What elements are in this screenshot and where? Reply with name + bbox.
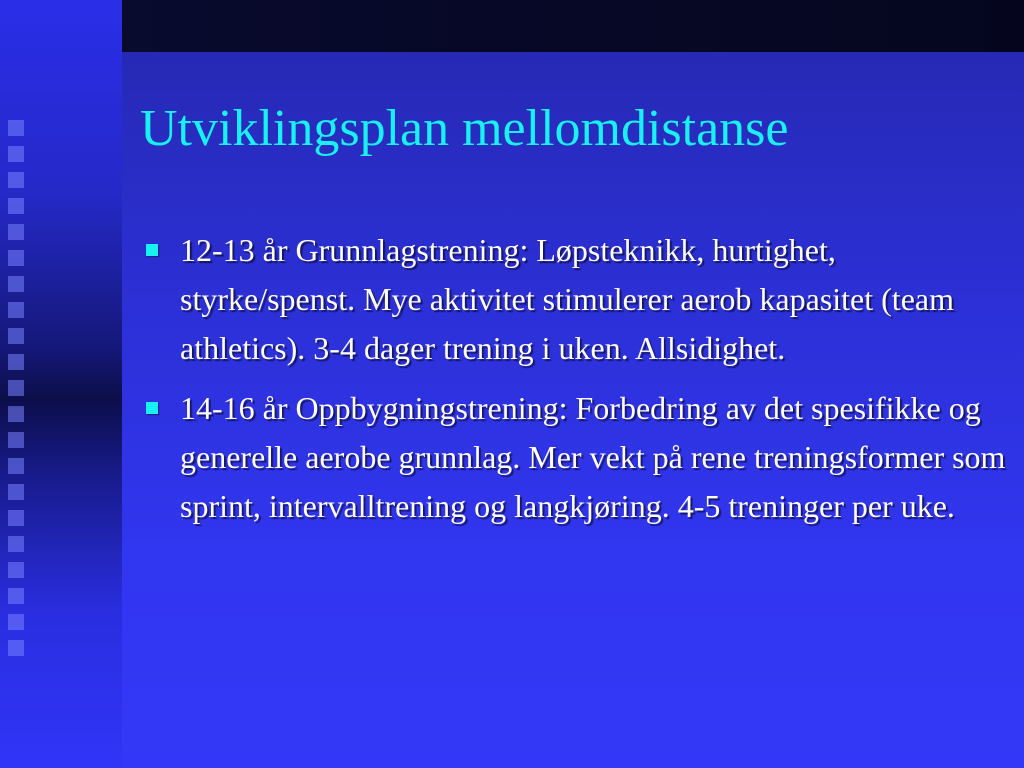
bullet-text: 14-16 år Oppbygningstrening: Forbedring av det spesifikke og generelle aerobe grunnlag. Mer vekt på rene treningsformer som sprint, intervalltrening og langkjøring. 4-5 treninger per uke.	[180, 390, 1006, 524]
bullet-list	[140, 226, 1010, 542]
square-decoration	[8, 640, 24, 656]
bullet-item	[140, 384, 1010, 531]
square-decoration	[8, 588, 24, 604]
square-decoration	[8, 276, 24, 292]
square-decoration	[8, 614, 24, 630]
square-decoration	[8, 536, 24, 552]
decorative-squares	[8, 120, 26, 666]
left-decoration-column	[0, 0, 122, 768]
square-bullet-icon	[146, 244, 158, 256]
square-decoration	[8, 172, 24, 188]
square-decoration	[8, 250, 24, 266]
square-decoration	[8, 328, 24, 344]
square-decoration	[8, 484, 24, 500]
square-bullet-icon	[146, 402, 158, 414]
slide-title: Utviklingsplan mellomdistanse	[140, 100, 789, 157]
bullet-item	[140, 226, 1010, 373]
square-decoration	[8, 406, 24, 422]
square-decoration	[8, 458, 24, 474]
square-decoration	[8, 198, 24, 214]
square-decoration	[8, 224, 24, 240]
square-decoration	[8, 380, 24, 396]
square-decoration	[8, 354, 24, 370]
square-decoration	[8, 432, 24, 448]
square-decoration	[8, 146, 24, 162]
square-decoration	[8, 510, 24, 526]
square-decoration	[8, 120, 24, 136]
top-band	[122, 0, 1024, 52]
square-decoration	[8, 302, 24, 318]
square-decoration	[8, 562, 24, 578]
bullet-text: 12-13 år Grunnlagstrening: Løpsteknikk, hurtighet, styrke/spenst. Mye aktivitet stimulerer aerob kapasitet (team athletics). 3-4 dager trening i uken. Allsidighet.	[180, 232, 954, 366]
